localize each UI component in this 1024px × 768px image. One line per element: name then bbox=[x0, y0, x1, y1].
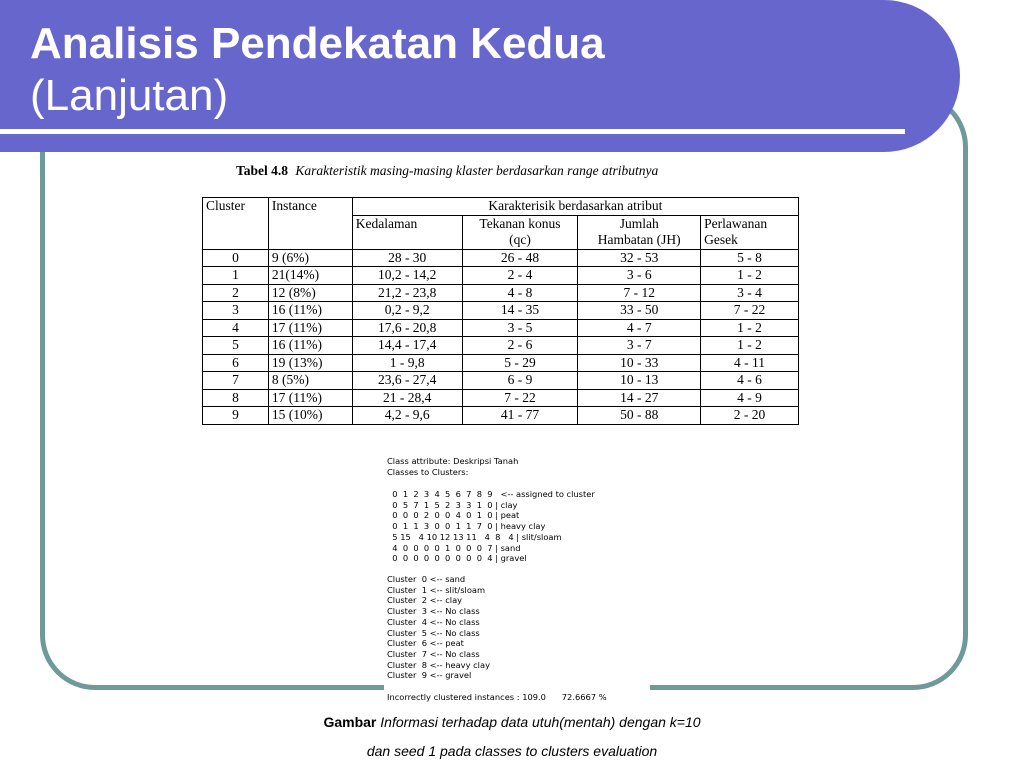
header-kedalaman: Kedalaman bbox=[352, 215, 462, 249]
header-cluster: Cluster bbox=[203, 198, 269, 250]
header-instance: Instance bbox=[268, 198, 352, 250]
cell-jumlah: 3 - 7 bbox=[578, 337, 701, 355]
cell-kedalaman: 28 - 30 bbox=[352, 249, 462, 267]
table-row bbox=[203, 249, 799, 267]
weka-header-line-2: Classes to Clusters: bbox=[387, 466, 469, 477]
cell-perlawanan: 7 - 22 bbox=[701, 302, 799, 320]
cell-tekanan: 4 - 8 bbox=[462, 284, 578, 302]
title-banner bbox=[0, 0, 960, 152]
cell-perlawanan: 4 - 9 bbox=[701, 389, 799, 407]
cell-cluster: 1 bbox=[203, 267, 269, 285]
cell-perlawanan: 1 - 2 bbox=[701, 319, 799, 337]
table-row bbox=[203, 407, 799, 425]
cell-jumlah: 33 - 50 bbox=[578, 302, 701, 320]
weka-assignment-line: Cluster 9 <-- gravel bbox=[387, 670, 472, 681]
weka-matrix-line: 0 0 0 2 0 0 4 0 1 0 | peat bbox=[387, 510, 520, 521]
cluster-characteristics-table bbox=[202, 197, 799, 425]
cell-perlawanan: 4 - 6 bbox=[701, 372, 799, 390]
cell-instance: 12 (8%) bbox=[268, 284, 352, 302]
title-line-2: (Lanjutan) bbox=[30, 71, 229, 120]
cell-kedalaman: 21,2 - 23,8 bbox=[352, 284, 462, 302]
weka-matrix-line: 5 15 4 10 12 13 11 4 8 4 | slit/sloam bbox=[387, 531, 562, 542]
header-attribute-group: Karakterisik berdasarkan atribut bbox=[352, 198, 798, 216]
header-jumlah-line1: Jumlah bbox=[619, 215, 659, 231]
table-row bbox=[203, 267, 799, 285]
table-caption-text: Karakteristik masing-masing klaster berdasarkan range atributnya bbox=[295, 163, 659, 178]
header-tekanan-line2: (qc) bbox=[509, 232, 531, 247]
cell-cluster: 2 bbox=[203, 284, 269, 302]
table-row bbox=[203, 302, 799, 320]
cell-perlawanan: 3 - 4 bbox=[701, 284, 799, 302]
weka-assignment-line: Cluster 6 <-- peat bbox=[387, 638, 464, 649]
cell-kedalaman: 1 - 9,8 bbox=[352, 354, 462, 372]
header-jumlah-line2: Hambatan (JH) bbox=[597, 232, 681, 247]
table-row bbox=[203, 319, 799, 337]
weka-header bbox=[387, 456, 518, 477]
cell-jumlah: 10 - 33 bbox=[578, 354, 701, 372]
cell-jumlah: 14 - 27 bbox=[578, 389, 701, 407]
cell-instance: 9 (6%) bbox=[268, 249, 352, 267]
header-jumlah-hambatan bbox=[578, 215, 701, 249]
slide-title bbox=[30, 18, 605, 122]
title-underline bbox=[0, 129, 905, 134]
weka-matrix-line: 0 1 1 3 0 0 1 1 7 0 | heavy clay bbox=[387, 521, 546, 532]
cell-cluster: 7 bbox=[203, 372, 269, 390]
figure-caption-text-1: Informasi terhadap data utuh(mentah) dengan k=10 bbox=[380, 714, 701, 730]
weka-assignment-line: Cluster 4 <-- No class bbox=[387, 616, 480, 627]
weka-matrix-line: 0 5 7 1 5 2 3 3 1 0 | clay bbox=[387, 499, 518, 510]
cell-instance: 21(14%) bbox=[268, 267, 352, 285]
header-perlawanan-gesek bbox=[701, 215, 799, 249]
cell-tekanan: 3 - 5 bbox=[462, 319, 578, 337]
cell-cluster: 6 bbox=[203, 354, 269, 372]
weka-assignment-line: Cluster 1 <-- slit/sloam bbox=[387, 584, 486, 595]
cell-jumlah: 50 - 88 bbox=[578, 407, 701, 425]
cell-perlawanan: 1 - 2 bbox=[701, 337, 799, 355]
weka-cluster-assignments bbox=[387, 574, 490, 681]
cell-instance: 19 (13%) bbox=[268, 354, 352, 372]
figure-caption-text-2: dan seed 1 pada classes to clusters evaluation bbox=[366, 743, 658, 759]
weka-assignment-line: Cluster 3 <-- No class bbox=[387, 606, 480, 617]
table-caption-label: Tabel 4.8 bbox=[236, 163, 289, 178]
weka-assignment-line: Cluster 7 <-- No class bbox=[387, 648, 480, 659]
weka-assignment-line: Cluster 8 <-- heavy clay bbox=[387, 659, 490, 670]
cell-instance: 17 (11%) bbox=[268, 319, 352, 337]
header-perlawanan-line1: Perlawanan bbox=[704, 215, 768, 231]
cell-instance: 15 (10%) bbox=[268, 407, 352, 425]
cell-cluster: 8 bbox=[203, 389, 269, 407]
cell-kedalaman: 10,2 - 14,2 bbox=[352, 267, 462, 285]
cell-perlawanan: 5 - 8 bbox=[701, 249, 799, 267]
table-row bbox=[203, 354, 799, 372]
weka-confusion-matrix bbox=[387, 489, 595, 564]
cell-instance: 16 (11%) bbox=[268, 337, 352, 355]
header-tekanan-line1: Tekanan konus bbox=[479, 215, 561, 231]
title-line-1: Analisis Pendekatan Kedua bbox=[30, 19, 605, 68]
cell-cluster: 9 bbox=[203, 407, 269, 425]
weka-assignment-line: Cluster 2 <-- clay bbox=[387, 595, 463, 606]
cell-cluster: 0 bbox=[203, 249, 269, 267]
weka-assignment-line: Cluster 0 <-- sand bbox=[387, 574, 466, 584]
cell-instance: 8 (5%) bbox=[268, 372, 352, 390]
cell-tekanan: 14 - 35 bbox=[462, 302, 578, 320]
weka-matrix-line: 0 1 2 3 4 5 6 7 8 9 <-- assigned to cluster bbox=[387, 489, 595, 499]
table-row bbox=[203, 284, 799, 302]
cell-jumlah: 4 - 7 bbox=[578, 319, 701, 337]
cell-tekanan: 41 - 77 bbox=[462, 407, 578, 425]
header-tekanan-konus bbox=[462, 215, 578, 249]
cell-perlawanan: 2 - 20 bbox=[701, 407, 799, 425]
cell-tekanan: 2 - 4 bbox=[462, 267, 578, 285]
cell-tekanan: 2 - 6 bbox=[462, 337, 578, 355]
table-caption bbox=[236, 163, 658, 179]
table-body bbox=[203, 249, 799, 424]
cell-tekanan: 26 - 48 bbox=[462, 249, 578, 267]
weka-output-panel bbox=[384, 456, 650, 706]
weka-header-line-1: Class attribute: Deskripsi Tanah bbox=[387, 456, 519, 466]
cell-cluster: 4 bbox=[203, 319, 269, 337]
cell-cluster: 3 bbox=[203, 302, 269, 320]
table-row bbox=[203, 389, 799, 407]
weka-matrix-line: 4 0 0 0 0 1 0 0 0 7 | sand bbox=[387, 542, 521, 553]
figure-caption-line-2 bbox=[0, 743, 1024, 759]
cell-jumlah: 32 - 53 bbox=[578, 249, 701, 267]
cell-tekanan: 5 - 29 bbox=[462, 354, 578, 372]
cell-kedalaman: 4,2 - 9,6 bbox=[352, 407, 462, 425]
cell-kedalaman: 14,4 - 17,4 bbox=[352, 337, 462, 355]
weka-footer: Incorrectly clustered instances : 109.0 72.6667 % bbox=[387, 692, 607, 702]
weka-matrix-line: 0 0 0 0 0 0 0 0 0 4 | gravel bbox=[387, 553, 527, 564]
header-perlawanan-line2: Gesek bbox=[704, 232, 738, 247]
figure-caption-label: Gambar bbox=[323, 714, 377, 730]
table-row bbox=[203, 372, 799, 390]
cell-jumlah: 3 - 6 bbox=[578, 267, 701, 285]
table-row bbox=[203, 337, 799, 355]
cell-kedalaman: 23,6 - 27,4 bbox=[352, 372, 462, 390]
weka-assignment-line: Cluster 5 <-- No class bbox=[387, 627, 480, 638]
cell-cluster: 5 bbox=[203, 337, 269, 355]
cell-kedalaman: 17,6 - 20,8 bbox=[352, 319, 462, 337]
figure-caption-line-1 bbox=[0, 714, 1024, 730]
cell-tekanan: 7 - 22 bbox=[462, 389, 578, 407]
table-header-row-1 bbox=[203, 198, 799, 216]
cell-instance: 16 (11%) bbox=[268, 302, 352, 320]
cell-jumlah: 7 - 12 bbox=[578, 284, 701, 302]
cell-kedalaman: 21 - 28,4 bbox=[352, 389, 462, 407]
cell-perlawanan: 4 - 11 bbox=[701, 354, 799, 372]
cell-perlawanan: 1 - 2 bbox=[701, 267, 799, 285]
cell-tekanan: 6 - 9 bbox=[462, 372, 578, 390]
cell-jumlah: 10 - 13 bbox=[578, 372, 701, 390]
cell-instance: 17 (11%) bbox=[268, 389, 352, 407]
cell-kedalaman: 0,2 - 9,2 bbox=[352, 302, 462, 320]
